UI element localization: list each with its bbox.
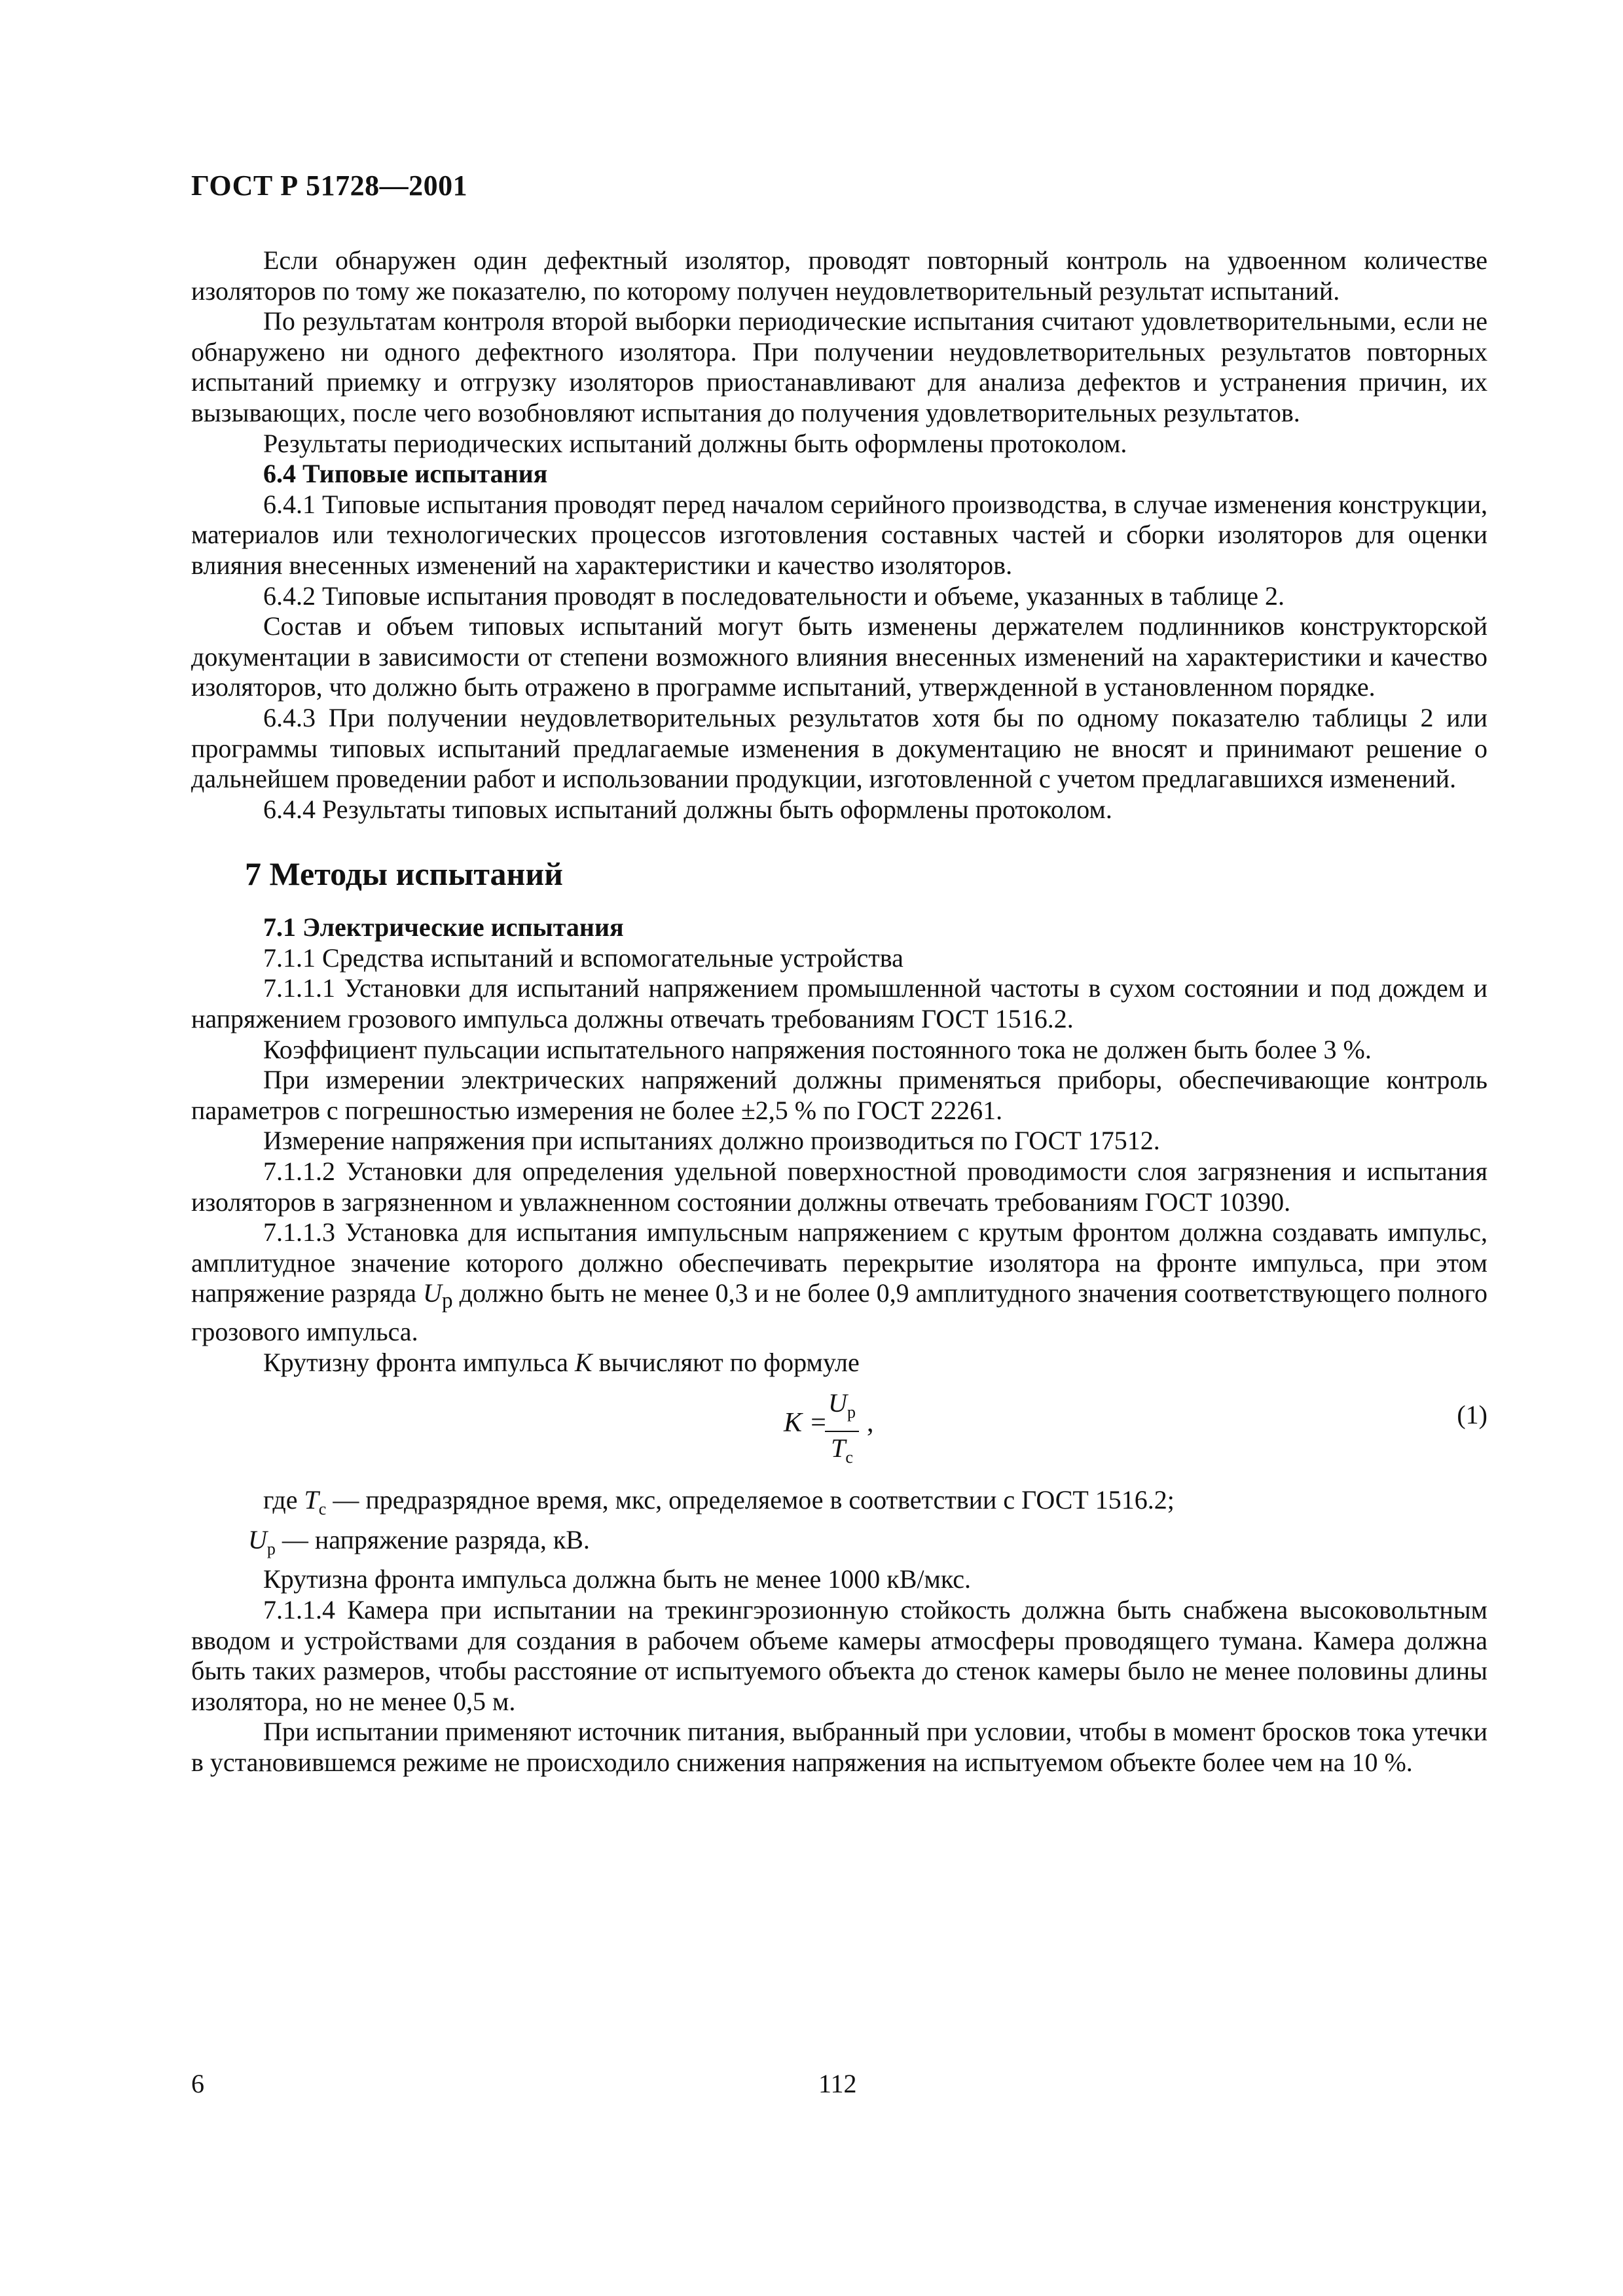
denominator-sub: с [845, 1447, 853, 1467]
subsection-title-7-1: 7.1 Электрические испытания [263, 912, 624, 942]
paragraph: Коэффициент пульсации испытательного напряжения постоянного тока не должен быть более 3 %. [263, 1034, 1372, 1064]
paragraph: По результатам контроля второй выборки периодические испытания считают удовлетворительными, если не обнаружено ни одного дефектного изолятора. При получении неудовлетворительных результатов повторных испытаний приемку и отгрузку изоляторов приостанавливают для анализа дефектов и устранения причин, их вызывающих, после чего возобновляют испытания до получения удовлетворительных результатов. [191, 306, 1487, 427]
variable-k: K [574, 1347, 593, 1377]
sheet-number: 112 [818, 2069, 857, 2098]
denominator-var: T [831, 1433, 846, 1463]
paragraph: При измерении электрических напряжений должны применяться приборы, обеспечивающие контроль параметров с погрешностью измерения не более ±2,5 % по ГОСТ 22261. [191, 1065, 1487, 1125]
formula-denominator [825, 1432, 859, 1473]
numerator-sub: р [847, 1403, 856, 1422]
paragraph: 6.4.2 Типовые испытания проводят в последовательности и объеме, указанных в таблице 2. [263, 581, 1285, 611]
paragraph: 6.4.3 При получении неудовлетворительных результатов хотя бы по одному показателю таблицы 2 или программы типовых испытаний предлагаемые изменения в документацию не вносят и принимают решение о дальнейшем проведении работ и использовании продукции, изготовленной с учетом предлагавшихся изменений. [191, 702, 1487, 794]
formula-fraction [825, 1388, 859, 1473]
paragraph: Измерение напряжения при испытаниях должно производиться по ГОСТ 17512. [263, 1126, 1160, 1156]
formula-1 [191, 1388, 1487, 1473]
paragraph-steepness [191, 1348, 1487, 1378]
where-line-2 [191, 1525, 1487, 1565]
formula-lhs: K = [784, 1408, 828, 1439]
paragraph-text: вычисляют по формуле [592, 1347, 860, 1377]
document-header: ГОСТ Р 51728—2001 [191, 170, 468, 202]
subsection-title-6-4: 6.4 Типовые испытания [263, 459, 548, 489]
paragraph: 7.1.1.1 Установки для испытаний напряжением промышленной частоты в сухом состоянии и под дождем и напряжением грозового импульса должны отвечать требованиям ГОСТ 1516.2. [191, 973, 1487, 1034]
where-line-1 [191, 1485, 1487, 1525]
paragraph: 7.1.1.4 Камера при испытании на трекингэрозионную стойкость должна быть снабжена высоковольтным вводом и устройствами для создания в рабочем объеме камеры атмосферы проводящего тумана. Камера должна быть таких размеров, чтобы расстояние от испытуемого объекта до стенок камеры было не менее половины длины изолятора, но не менее 0,5 м. [191, 1594, 1487, 1716]
where-var: T [304, 1485, 319, 1515]
page-number: 6 [191, 2069, 204, 2098]
formula-number: (1) [1457, 1400, 1487, 1430]
paragraph: Крутизна фронта импульса должна быть не менее 1000 кВ/мкс. [263, 1564, 972, 1594]
variable-subscript: р [441, 1289, 453, 1314]
variable-u: U [423, 1278, 442, 1308]
paragraph: При испытании применяют источник питания, выбранный при условии, чтобы в момент бросков тока утечки в установившемся режиме не происходило снижения напряжения на испытуемом объекте более чем на 10 %. [191, 1717, 1487, 1777]
where-var: U [248, 1524, 267, 1554]
section-title-7: 7 Методы испытаний [245, 855, 563, 893]
where-prefix: где [263, 1485, 304, 1515]
paragraph: Результаты периодических испытаний должны быть оформлены протоколом. [263, 428, 1127, 458]
where-text: — предразрядное время, мкс, определяемое в соответствии с ГОСТ 1516.2; [326, 1485, 1175, 1515]
numerator-var: U [828, 1388, 847, 1418]
paragraph-text: должно быть не менее 0,3 и не более 0,9 амплитудного значения соответствующего полного грозового импульса. [191, 1278, 1487, 1346]
paragraph-7-1-1-3 [191, 1217, 1487, 1347]
paragraph: Состав и объем типовых испытаний могут быть изменены держателем подлинников конструкторской документации в зависимости от степени возможного влияния внесенных изменений на характеристики и качество изоляторов, что должно быть отражено в программе испытаний, утвержденной в установленном порядке. [191, 611, 1487, 702]
where-text: — напряжение разряда, кВ. [275, 1524, 590, 1554]
where-sub: р [266, 1539, 276, 1558]
paragraph: Если обнаружен один дефектный изолятор, проводят повторный контроль на удвоенном количестве изоляторов по тому же показателю, по которому получен неудовлетворительный результат испытаний. [191, 245, 1487, 306]
paragraph-text: Крутизну фронта импульса [263, 1347, 575, 1377]
paragraph: 6.4.1 Типовые испытания проводят перед началом серийного производства, в случае изменения конструкции, материалов или технологических процессов изготовления составных частей и сборки изоляторов для оценки влияния внесенных изменений на характеристики и качество изоляторов. [191, 489, 1487, 580]
paragraph: 7.1.1 Средства испытаний и вспомогательные устройства [263, 942, 903, 973]
paragraph: 7.1.1.2 Установки для определения удельной поверхностной проводимости слоя загрязнения и испытания изоляторов в загрязненном и увлажненном состоянии должны отвечать требованиям ГОСТ 10390. [191, 1157, 1487, 1217]
formula-comma: , [867, 1408, 874, 1439]
paragraph-text: 7.1.1.3 Установка для испытания импульсным напряжением с крутым фронтом должна создавать импульс, амплитудное значение которого должно обеспечивать перекрытие изолятора на фронте импульса, при этом напряжение разряда [191, 1217, 1487, 1308]
document-body [191, 245, 1487, 1778]
formula-numerator [825, 1388, 859, 1432]
paragraph: 6.4.4 Результаты типовых испытаний должны быть оформлены протоколом. [263, 794, 1112, 824]
where-sub: с [318, 1499, 327, 1519]
